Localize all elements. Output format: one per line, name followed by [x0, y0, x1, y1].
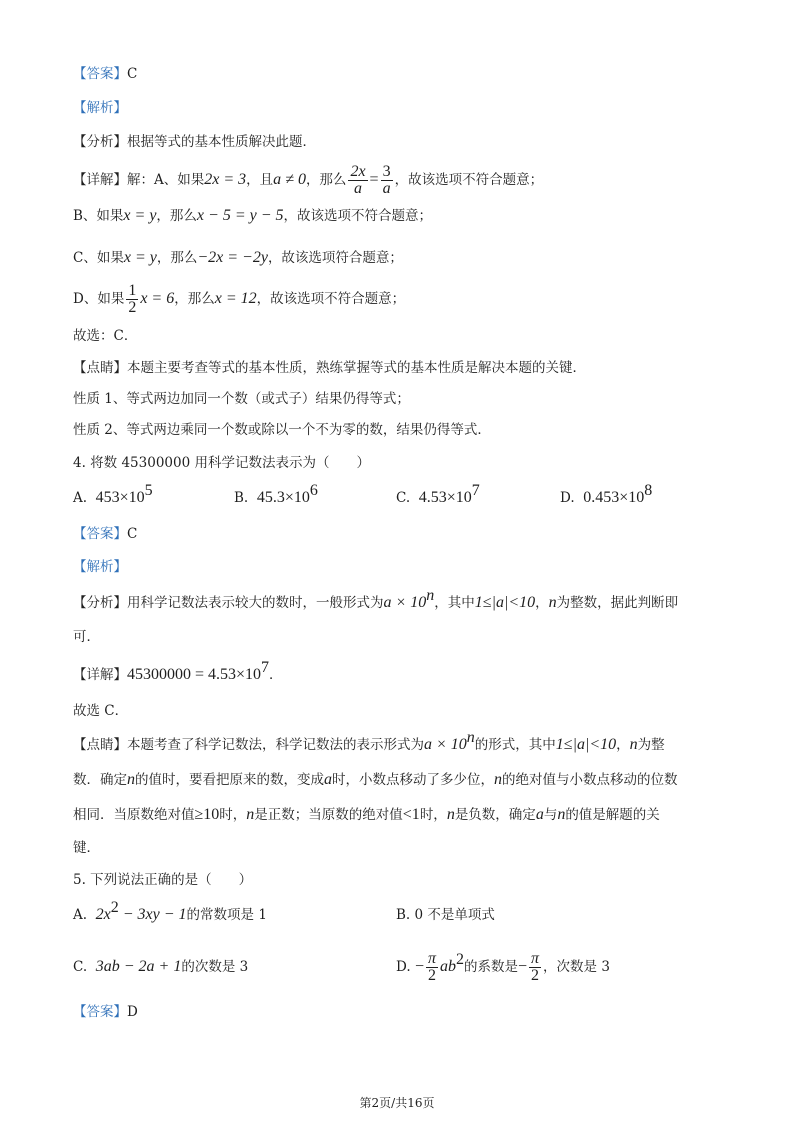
- option-letter: C.: [396, 490, 411, 506]
- math: n: [557, 806, 566, 823]
- analysis-label: 【解析】: [73, 559, 127, 575]
- q3-detail-a-line: [73, 164, 543, 197]
- analysis-heading: [73, 98, 127, 118]
- q3-detail-c-line: [73, 248, 403, 268]
- text: ，: [535, 595, 549, 611]
- exponent: 2: [110, 899, 119, 916]
- equals: =: [369, 171, 379, 188]
- text: 的绝对值与小数点移动的位数: [502, 772, 678, 788]
- q4-comment-line4: 键．: [73, 840, 100, 856]
- text: ，且: [246, 172, 274, 188]
- math: 45300000 = 4.53×10: [127, 666, 262, 683]
- q3-detail-b-line: [73, 206, 432, 226]
- math: x = 6: [140, 290, 175, 307]
- text: ，其中: [434, 595, 475, 611]
- q4-comment-line1: [73, 729, 665, 755]
- math: a: [535, 806, 544, 823]
- q5-answer: D: [127, 1004, 138, 1020]
- math-cond: a ≠ 0: [273, 171, 306, 188]
- answer-label: 【答案】: [73, 526, 127, 542]
- option-value: 0.453×10: [583, 489, 645, 506]
- q4-detail-line: [73, 659, 283, 685]
- option-letter: D.: [560, 490, 575, 506]
- exponent: n: [466, 729, 475, 746]
- exponent: 5: [144, 482, 153, 499]
- text: 用科学记数法表示较大的数时，一般形式为: [127, 595, 384, 611]
- text: D、如果: [73, 291, 125, 307]
- text: 本题考查了科学记数法，科学记数法的表示形式为: [127, 737, 424, 753]
- q4-comment-line2: [73, 770, 678, 790]
- exponent: 2: [455, 951, 464, 968]
- exponent: 6: [309, 482, 318, 499]
- text: 的常数项是 1: [186, 907, 267, 923]
- detail-label: 【详解】: [73, 172, 127, 188]
- frac-num: 2x: [350, 163, 366, 180]
- q4-option-c: [396, 482, 480, 508]
- frac-den: 2: [426, 967, 438, 984]
- text: 时，: [219, 807, 247, 823]
- frac-num: 1: [128, 282, 137, 299]
- math: n: [548, 594, 557, 611]
- fenxi-label: 【分析】: [73, 595, 127, 611]
- math: n: [446, 806, 455, 823]
- text: 的形式，其中: [474, 737, 556, 753]
- q4-comment-line3: [73, 805, 660, 825]
- frac-num: π: [531, 950, 540, 967]
- math: ≥10: [194, 806, 220, 823]
- option-letter: B.: [234, 490, 249, 506]
- option-value: 4.53×10: [418, 489, 472, 506]
- math: n: [494, 771, 502, 788]
- analysis-heading: [73, 557, 127, 577]
- q5-answer-line: [73, 1002, 138, 1022]
- exponent: 8: [644, 482, 653, 499]
- text: 数．确定: [73, 772, 127, 788]
- comment-label: 【点睛】: [73, 360, 127, 376]
- text: ，故该选项不符合题意；: [394, 172, 544, 188]
- q3-choose: 故选：C．: [73, 328, 138, 344]
- math: x = y: [123, 207, 157, 224]
- detail-a-prefix: 解：A、如果: [127, 172, 205, 188]
- math: 1≤|a|<10: [555, 736, 617, 753]
- comment-text: 本题主要考查等式的基本性质，熟练掌握等式的基本性质是解决本题的关键．: [127, 360, 586, 376]
- text: C、如果: [73, 250, 124, 266]
- q4-option-b: [234, 482, 318, 508]
- text: ，: [616, 737, 630, 753]
- frac-num: π: [427, 950, 436, 967]
- fraction: [126, 283, 138, 316]
- fraction: [381, 164, 393, 197]
- text: 是负数，确定: [454, 807, 536, 823]
- q4-stem: 4. 将数 45300000 用科学记数法表示为（ ）: [73, 455, 370, 471]
- q3-prop1: 性质 1、等式两边加同一个数（或式子）结果仍得等式；: [73, 391, 410, 407]
- q3-fenxi-line: [73, 132, 316, 152]
- q4-answer-line: [73, 524, 137, 544]
- math: ab: [439, 958, 456, 975]
- math: 2x: [95, 906, 111, 923]
- q3-comment-line: [73, 358, 586, 378]
- text: 的值时，要看把原来的数，变成: [135, 772, 324, 788]
- math: − 3xy − 1: [118, 906, 187, 923]
- q3-detail-d-line: [73, 283, 405, 316]
- text: ，故该选项符合题意；: [267, 250, 403, 266]
- text: 时，: [419, 807, 447, 823]
- exponent: n: [426, 587, 435, 604]
- text: 为整数，据此判断即: [556, 595, 679, 611]
- text: ，故该选项不符合题意；: [256, 291, 406, 307]
- math: <1: [402, 806, 420, 823]
- fraction: [529, 951, 541, 984]
- option-value: 453×10: [95, 489, 145, 506]
- option-letter: A.: [73, 907, 88, 923]
- text: ，那么: [156, 250, 198, 266]
- math: 1≤|a|<10: [474, 594, 536, 611]
- math: x = 12: [214, 290, 257, 307]
- text: ，那么: [174, 291, 215, 307]
- q5-option-d: [396, 950, 610, 984]
- q4-choose: 故选 C．: [73, 703, 129, 719]
- text: ，那么: [305, 172, 347, 188]
- q3-prop2: 性质 2、等式两边乘同一个数或除以一个不为零的数，结果仍得等式．: [73, 422, 491, 438]
- fenxi-label: 【分析】: [73, 134, 127, 150]
- exponent: 7: [261, 659, 270, 676]
- q5-stem: 5. 下列说法正确的是（ ）: [73, 872, 253, 888]
- text: 与: [543, 807, 558, 823]
- q3-answer: C: [127, 66, 138, 82]
- option-letter: C.: [73, 959, 88, 975]
- math: a: [324, 771, 332, 788]
- q3-fenxi-text: 根据等式的基本性质解决此题．: [127, 134, 316, 150]
- q4-option-d: [560, 482, 653, 508]
- answer-label: 【答案】: [73, 1004, 127, 1020]
- q4-fenxi-cont: 可．: [73, 629, 100, 645]
- text: 的值是解题的关: [565, 807, 660, 823]
- exponent: 7: [471, 482, 480, 499]
- analysis-label: 【解析】: [73, 100, 127, 116]
- option-letter: A.: [73, 490, 88, 506]
- math: x = y: [123, 249, 157, 266]
- text: 时，小数点移动了多少位，: [332, 772, 494, 788]
- q3-answer-line: [73, 64, 137, 84]
- q5-option-b: B. 0 不是单项式: [396, 907, 495, 923]
- text: 为整: [637, 737, 665, 753]
- math: x − 5 = y − 5: [196, 207, 284, 224]
- frac-den: a: [382, 180, 391, 197]
- math: a × 10: [383, 594, 427, 611]
- q4-fenxi-line: [73, 587, 679, 613]
- fraction: [348, 164, 367, 197]
- answer-label: 【答案】: [73, 66, 127, 82]
- frac-num: 3: [382, 163, 391, 180]
- q5-option-a: [73, 899, 267, 925]
- math: n: [246, 806, 255, 823]
- text: 相同．当原数绝对值: [73, 807, 195, 823]
- text: ．: [269, 667, 283, 683]
- math: a × 10: [424, 736, 467, 753]
- text: 的次数是 3: [181, 959, 249, 975]
- math: n: [127, 771, 135, 788]
- text: ，那么: [156, 208, 197, 224]
- text: 的系数是: [463, 959, 518, 975]
- math: −: [414, 958, 424, 975]
- math: −2x = −2y: [197, 249, 268, 266]
- q4-option-a: [73, 482, 153, 508]
- math: n: [629, 736, 638, 753]
- text: ，故该选项不符合题意；: [283, 208, 433, 224]
- fraction: [426, 951, 438, 984]
- math-eq: 2x = 3: [204, 171, 247, 188]
- detail-label: 【详解】: [73, 667, 127, 683]
- math: −: [517, 958, 528, 975]
- text: 是正数；当原数的绝对值: [254, 807, 403, 823]
- text: B、如果: [73, 208, 124, 224]
- q5-option-c: [73, 952, 248, 982]
- option-letter: D.: [396, 959, 411, 975]
- frac-den: a: [348, 180, 367, 197]
- frac-den: 2: [128, 299, 137, 316]
- text: ，次数是 3: [543, 959, 610, 975]
- frac-den: 2: [529, 967, 541, 984]
- math: 3ab − 2a + 1: [95, 958, 182, 975]
- q4-answer: C: [127, 526, 138, 542]
- option-value: 45.3×10: [256, 489, 310, 506]
- comment-label: 【点睛】: [73, 737, 127, 753]
- page-footer: 第2页/共16页: [359, 1096, 435, 1110]
